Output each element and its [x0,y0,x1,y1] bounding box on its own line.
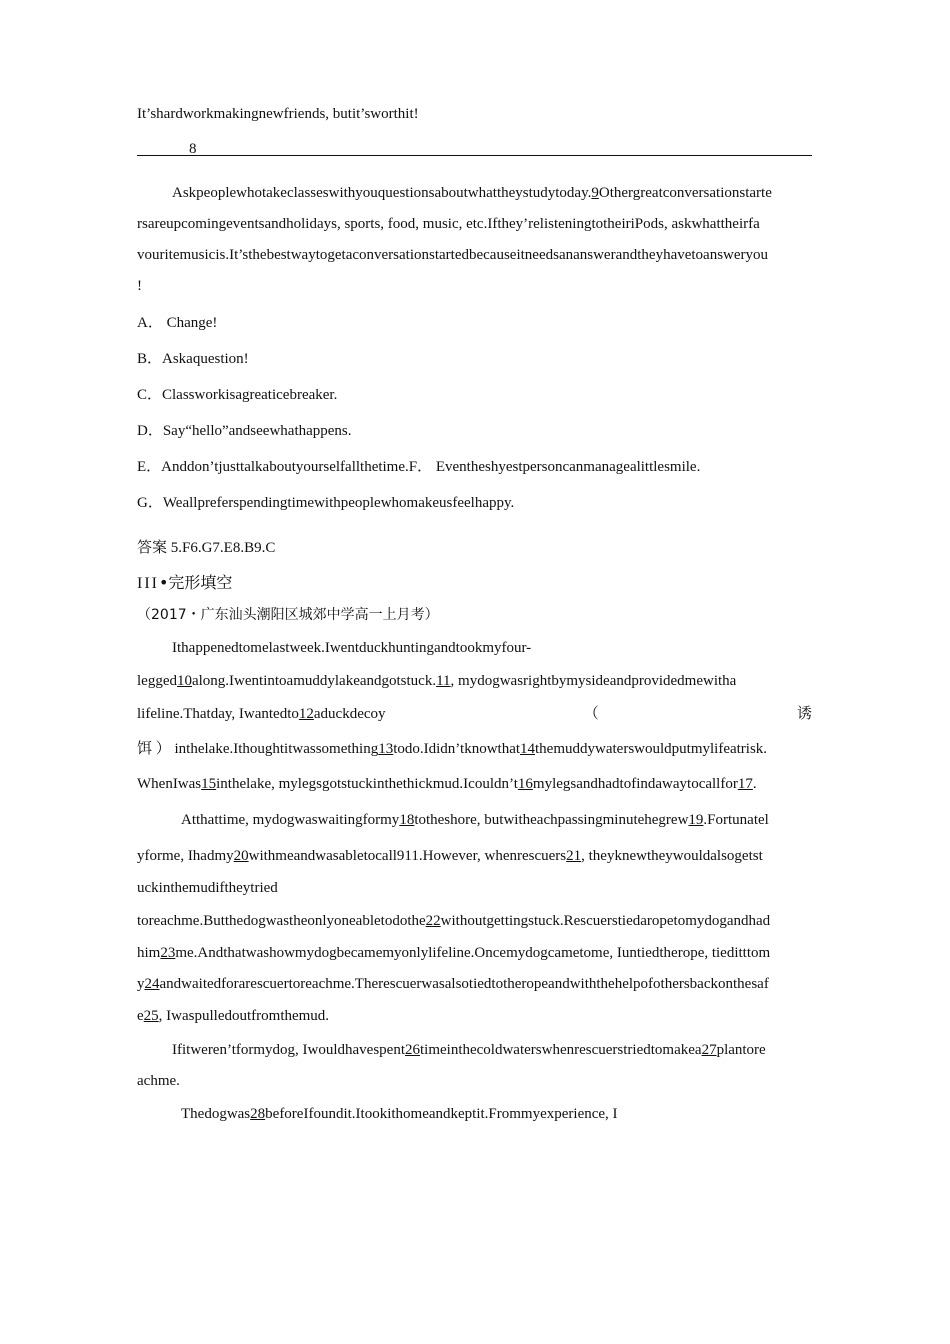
blank-27: 27 [701,1042,717,1058]
section-heading: III•完形填空 [137,573,233,592]
blank-22: 22 [425,913,441,929]
blank-11: 11 [436,673,451,689]
intro-line: It’shardworkmakingnewfriends, butit’sworthit! [137,106,419,122]
blank-8-underline [137,155,812,156]
option-b: B．Askaquestion! [137,351,249,367]
blank-25: 25 [143,1008,159,1024]
cloze-line: uckinthemudiftheytried [137,880,278,896]
blank-14: 14 [520,741,536,757]
blank-21: 21 [566,848,582,864]
blank-24: 24 [144,976,160,992]
blank-15: 15 [201,776,217,792]
blank-13: 13 [378,741,394,757]
cloze-line: Atthattime, mydogwaswaitingformy18totheshore, butwitheachpassingminutehegrew19.Fortunatel [181,812,769,828]
blank-23: 23 [160,945,176,961]
option-e-f: E．Anddon’tjusttalkaboutyourselfallthetime.F． Eventheshyestpersoncanmanagealittlesmile. [137,459,701,475]
blank-9: 9 [591,185,599,201]
cloze-line: yforme, Ihadmy20withmeandwasabletocall911.However, whenrescuers21, theyknewtheywouldalsogetst [137,848,763,864]
cloze-line: y24andwaitedforarescuertoreachme.Therescuerwasalsotiedtotheropeandwiththehelpofothersbackonthesaf [137,976,769,992]
blank-26: 26 [405,1042,420,1058]
option-g: G．Weallpreferspendingtimewithpeoplewhomakeusfeelhappy. [137,495,515,511]
option-a: A． Change! [137,315,218,331]
cloze-line: WhenIwas15inthelake, mylegsgotstuckinthethickmud.Icouldn’t16mylegsandhadtofindawaytocallfor17. [137,776,757,792]
blank-16: 16 [517,776,533,792]
option-c: C．Classworkisagreaticebreaker. [137,387,338,403]
cloze-line: e25, Iwaspulledoutfromthemud. [137,1008,330,1024]
cloze-line: 饵 ） inthelake.Ithoughtitwassomething13todo.Ididn’tknowthat14themuddywaterswouldputmylifeatrisk. [137,741,768,757]
cloze-line: Ifitweren’tformydog, Iwouldhavespent26timeinthecoldwaterswhenrescuerstriedtomakea27plantore [172,1042,766,1058]
blank-19: 19 [688,812,704,828]
paragraph-line: vouritemusicis.It’sthebestwaytogetaconversationstartedbecauseitneedsananswerandtheyhavetoansweryou [137,247,769,263]
blank-17: 17 [737,776,753,792]
paragraph-line: rsareupcomingeventsandholidays, sports, food, music, etc.Ifthey’relisteningtotheiriPods, askwhattheirfa [137,216,760,232]
blank-18: 18 [399,812,415,828]
paragraph-line: Askpeoplewhotakeclasseswithyouquestionsaboutwhattheystudytoday.9Othergreatconversationstarte [172,185,772,201]
section-source: （2017・广东汕头潮阳区城郊中学高一上月考） [137,607,439,623]
cloze-line: Ithappenedtomelastweek.Iwentduckhuntingandtookmyfour- [172,640,532,656]
cloze-line: him23me.Andthatwashowmydogbecamemyonlylifeline.Oncemydogcametome, Iuntiedtherope, tieditttom [137,945,771,961]
cloze-line: achme. [137,1073,180,1089]
blank-12: 12 [298,706,314,722]
answer-key: 答案 5.F6.G7.E8.B9.C [137,540,276,556]
cloze-line: lifeline.Thatday, Iwantedto12aduckdecoy （ 诱 [137,706,812,722]
cloze-line: toreachme.Butthedogwastheonlyoneabletodothe22withoutgettingstuck.Rescuerstiedaropetomydogandhad [137,913,771,929]
blank-20: 20 [233,848,249,864]
blank-10: 10 [176,673,192,689]
blank-8-number: 8 [189,141,197,157]
blank-28: 28 [250,1106,266,1122]
option-d: D．Say“hello”andseewhathappens. [137,423,352,439]
cloze-line: legged10along.Iwentintoamuddylakeandgotstuck.11, mydogwasrightbymysideandprovidedmewitha [137,673,737,689]
cloze-line: Thedogwas28beforeIfoundit.Itookithomeandkeptit.Frommyexperience, I [181,1106,618,1122]
paragraph-line: ! [137,278,142,294]
